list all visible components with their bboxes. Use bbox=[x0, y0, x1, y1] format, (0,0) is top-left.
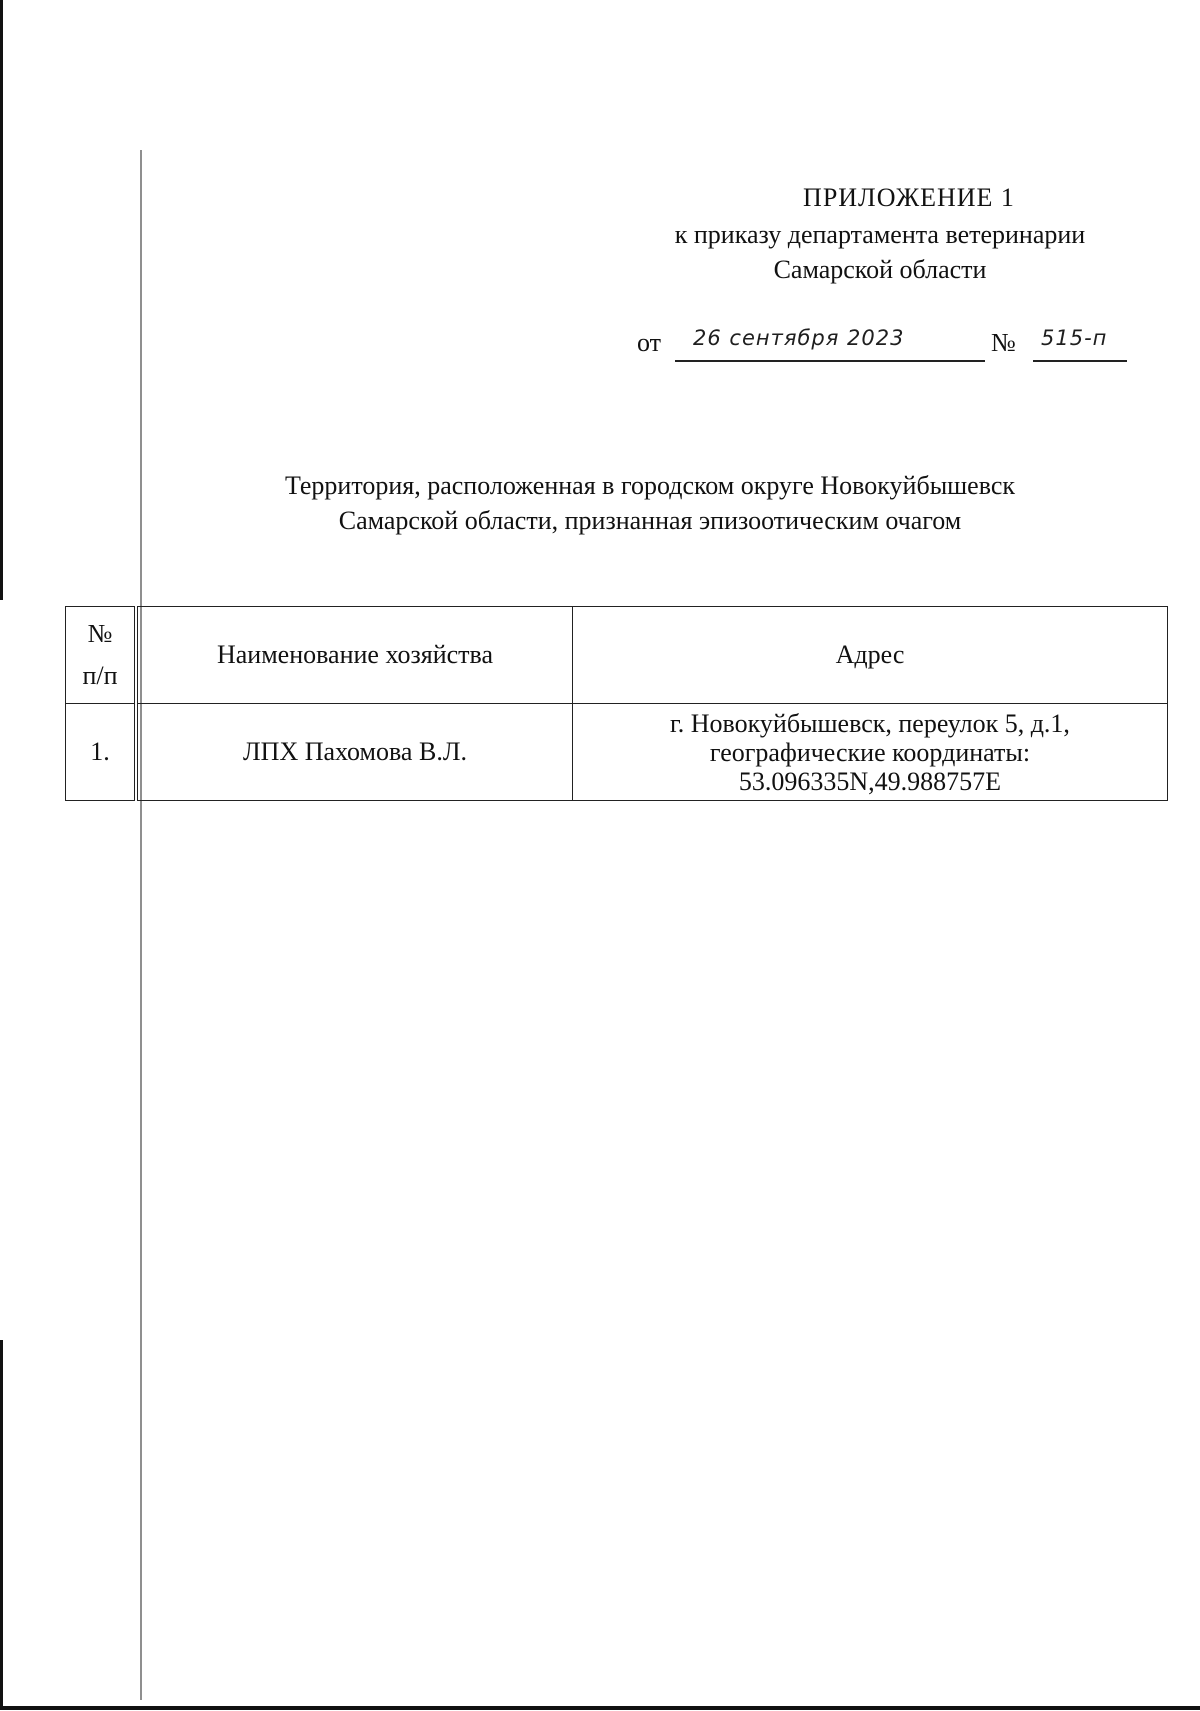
row-number: 1. bbox=[66, 704, 137, 801]
handwritten-date: 26 сентября 2023 bbox=[693, 326, 905, 350]
address-line2: географические координаты: bbox=[709, 737, 1031, 767]
number-label: № bbox=[991, 328, 1016, 357]
date-underline bbox=[675, 360, 985, 362]
table-header-row bbox=[66, 607, 1168, 704]
number-underline bbox=[1033, 360, 1127, 362]
document-title bbox=[200, 468, 1100, 538]
header-number-pp: п/п bbox=[82, 661, 118, 690]
order-reference bbox=[637, 328, 1127, 368]
farms-table bbox=[65, 606, 1168, 801]
scan-vertical-line bbox=[140, 150, 142, 1700]
handwritten-number: 515-п bbox=[1041, 326, 1108, 350]
address-line1: г. Новокуйбышевск, переулок 5, д.1, bbox=[670, 708, 1070, 738]
appendix-subtitle-line2: Самарской области bbox=[773, 255, 987, 284]
appendix-subtitle-line1: к приказу департамента ветеринарии bbox=[674, 220, 1086, 249]
header-number bbox=[66, 607, 137, 704]
header-address: Адрес bbox=[573, 607, 1168, 704]
scan-edge-bottom bbox=[0, 1706, 1200, 1710]
table-row bbox=[66, 704, 1168, 801]
row-farm-name: ЛПХ Пахомова В.Л. bbox=[136, 704, 573, 801]
address-coordinates: 53.096335N,49.988757E bbox=[738, 766, 1002, 796]
document-title-line2: Самарской области, признанная эпизоотическим очагом bbox=[338, 506, 962, 535]
document-title-line1: Территория, расположенная в городском округе Новокуйбышевск bbox=[284, 471, 1016, 500]
header-number-symbol: № bbox=[87, 619, 113, 648]
row-address bbox=[573, 704, 1168, 801]
scan-edge-left-bottom bbox=[0, 1340, 3, 1710]
header-farm-name: Наименование хозяйства bbox=[136, 607, 573, 704]
scan-edge-left-top bbox=[0, 0, 3, 600]
appendix-title: ПРИЛОЖЕНИЕ 1 bbox=[803, 183, 1015, 212]
from-label: от bbox=[637, 328, 662, 357]
